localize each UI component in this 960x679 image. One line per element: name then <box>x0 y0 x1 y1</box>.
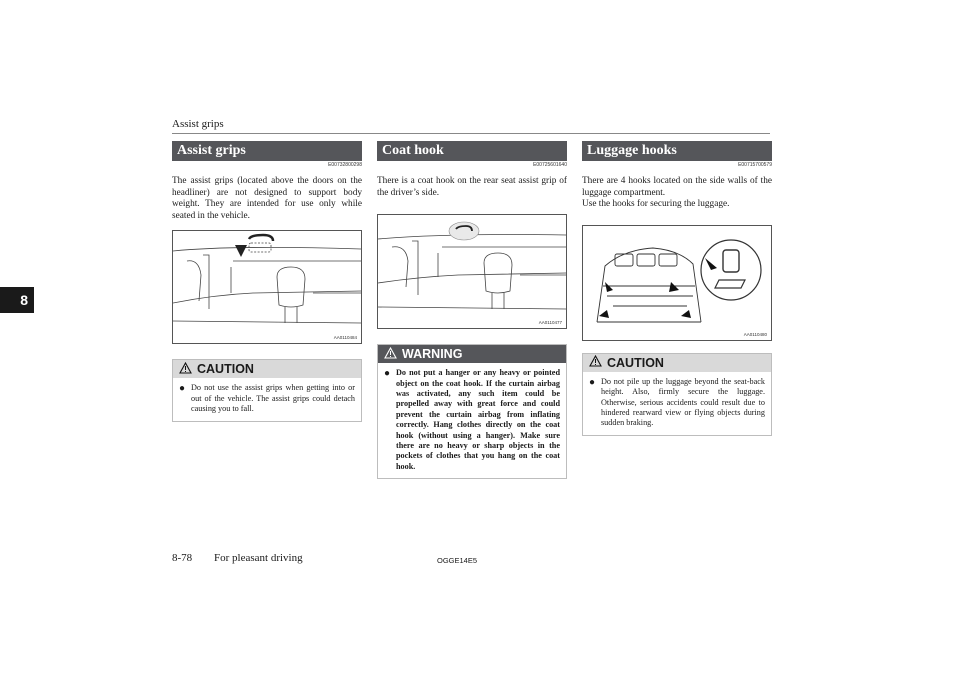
warning-triangle-icon <box>179 362 193 377</box>
header-rule <box>172 133 770 134</box>
caution-label: CAUTION <box>197 362 254 377</box>
figure-code: AA0110480 <box>743 331 767 337</box>
body-line: Use the hooks for securing the luggage. <box>582 199 730 210</box>
caution-body <box>173 378 361 420</box>
coat-hook-figure <box>377 214 567 329</box>
warning-triangle-icon <box>589 355 603 370</box>
section-code: E00732800298 <box>328 162 362 168</box>
warning-triangle-icon <box>384 347 398 362</box>
warning-box <box>377 344 567 479</box>
section-title: Assist grips <box>172 141 362 161</box>
caution-text: Do not use the assist grips when getting into or out of the vehicle. The assist grips could detach causing you to fall. <box>191 383 355 414</box>
bullet-icon: ● <box>384 368 391 380</box>
luggage-compartment-illustration <box>583 226 771 340</box>
warning-text: Do not put a hanger or any heavy or pointed object on the coat hook. If the curtain airbag was activated, any such item could be propelled away with great force and could prevent the curtain airbag from inflating correctly. Hang clothes directly on the coat hook (without using a hanger). Make sure there are no heavy or sharp objects in the pockets of clothes that you hang on the coat hook. <box>396 368 560 471</box>
assist-grip-figure <box>172 230 362 344</box>
caution-label: CAUTION <box>607 355 664 370</box>
section-body <box>582 176 772 211</box>
section-title: Coat hook <box>377 141 567 161</box>
figure-code: AA0110484 <box>333 335 357 341</box>
section-coat-hook <box>377 141 567 479</box>
section-code: E00715700579 <box>738 162 772 168</box>
section-luggage-hooks <box>582 141 772 436</box>
document-code: OGGE14E5 <box>437 556 478 565</box>
warning-header <box>378 345 566 363</box>
luggage-hook-figure <box>582 225 772 341</box>
caution-header <box>173 360 361 378</box>
section-code: E00725601640 <box>533 162 567 168</box>
section-body: There is a coat hook on the rear seat assist grip of the driver’s side. <box>377 176 567 198</box>
chapter-tab: 8 <box>0 287 34 313</box>
caution-text: Do not pile up the luggage beyond the seat-back height. Also, firmly secure the luggage. Otherwise, serious accidents could result due to hindered rearward view or flying objects during sudden braking. <box>601 376 765 428</box>
section-assist-grips <box>172 141 362 422</box>
body-line: There are 4 hooks located on the side walls of the luggage compartment. <box>582 176 772 198</box>
caution-box <box>582 353 772 436</box>
bullet-icon: ● <box>589 376 596 388</box>
caution-header <box>583 354 771 372</box>
chapter-title: For pleasant driving <box>214 552 303 564</box>
running-header: Assist grips <box>172 118 224 130</box>
section-title: Luggage hooks <box>582 141 772 161</box>
caution-box <box>172 359 362 421</box>
section-body: The assist grips (located above the doors on the headliner) are not designed to support body weight. They are intended for use only while seated in the vehicle. <box>172 176 362 221</box>
bullet-icon: ● <box>179 383 186 395</box>
rear-seat-illustration <box>173 231 361 343</box>
page-number: 8-78 <box>172 552 193 564</box>
figure-code: AA0110477 <box>538 320 562 326</box>
caution-body <box>583 372 771 435</box>
warning-body <box>378 363 566 478</box>
warning-label: WARNING <box>402 347 463 362</box>
rear-seat-illustration <box>378 215 566 328</box>
